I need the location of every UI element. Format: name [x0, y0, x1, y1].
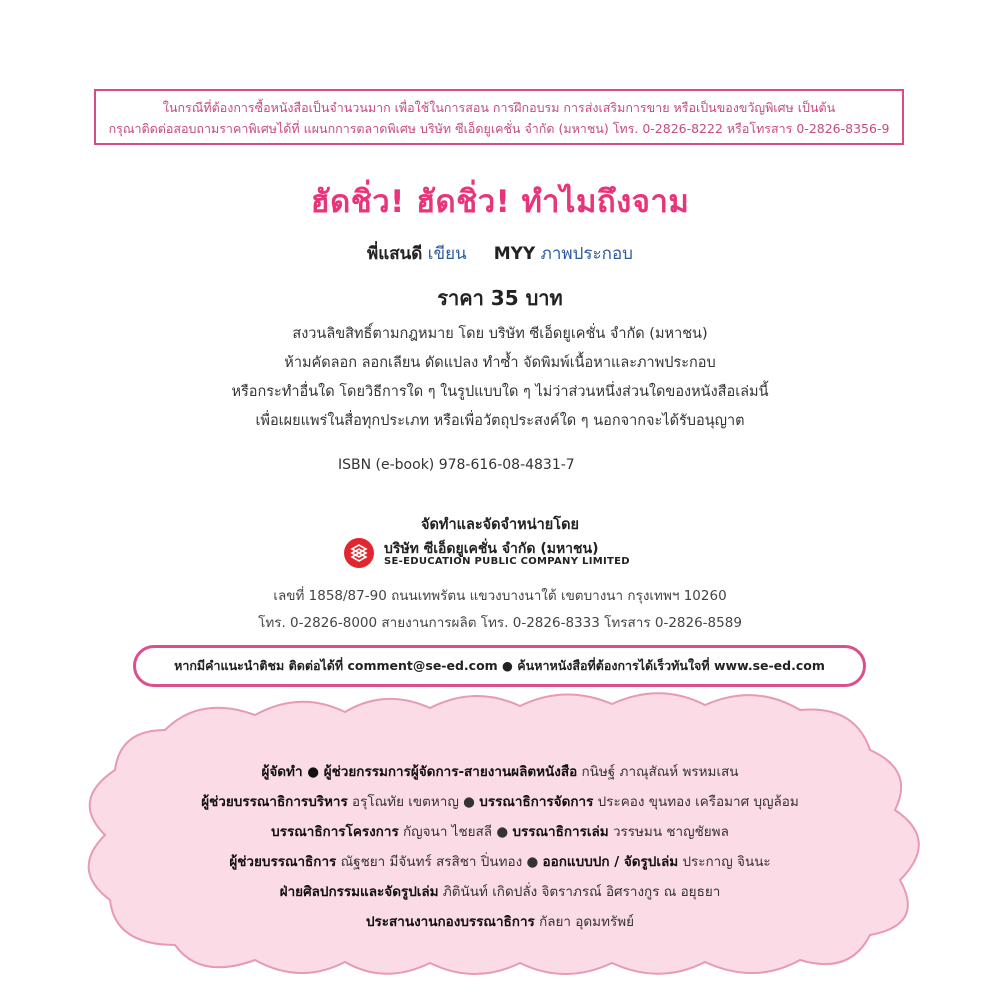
book-title: ฮัดชิ่ว! ฮัดชิ่ว! ทำไมถึงจาม: [310, 184, 690, 220]
staff-names: ประคอง ขุนทอง เครือมาศ บุญล้อม: [597, 794, 799, 810]
rights-line: สงวนลิขสิทธิ์ตามกฎหมาย โดย บริษัท ซีเอ็ดยูเคชั่น จำกัด (มหาชน): [292, 326, 708, 342]
staff-names: กนิษฐ์ ภาณุสัณห์ พรหมเสน: [581, 764, 739, 780]
staff-role: ออกแบบปก / จัดรูปเล่ม: [542, 854, 679, 870]
staff-names: ณัฐชยา มีจันทร์ สรสิชา ปิ่นทอง ●: [340, 854, 539, 870]
staff-role: ฝ่ายศิลปกรรมและจัดรูปเล่ม: [279, 884, 439, 900]
notice-line-1: ในกรณีที่ต้องการซื้อหนังสือเป็นจำนวนมาก เพื่อใช้ในการสอน การฝึกอบรม การส่งเสริมการขาย หรือเป็นของขวัญพิเศษ เป็นต้น: [162, 100, 836, 115]
isbn: ISBN (e-book) 978-616-08-4831-7: [338, 457, 575, 473]
illustrator-name: MYY: [493, 244, 536, 264]
staff-role: ผู้จัดทำ ● ผู้ช่วยกรรมการผู้จัดการ-สายงานผลิตหนังสือ: [261, 764, 578, 780]
publisher-phones: โทร. 0-2826-8000 สายงานการผลิต โทร. 0-2826-8333 โทรสาร 0-2826-8589: [258, 615, 742, 631]
staff-row: [0, 880, 1000, 902]
book-price: ราคา 35 บาท: [437, 286, 563, 310]
staff-role: บรรณาธิการเล่ม: [512, 824, 609, 840]
staff-row: [0, 760, 1000, 782]
publisher-name-th: บริษัท ซีเอ็ดยูเคชั่น จำกัด (มหาชน): [384, 541, 599, 557]
publisher-name-en: SE-EDUCATION PUBLIC COMPANY LIMITED: [384, 556, 630, 567]
publisher-address: เลขที่ 1858/87-90 ถนนเทพรัตน แขวงบางนาใต้ เขตบางนา กรุงเทพฯ 10260: [273, 588, 727, 604]
staff-role: ประสานงานกองบรรณาธิการ: [365, 914, 535, 930]
staff-names: กัญจนา ไชยสลี ●: [403, 824, 509, 840]
staff-names: ภิตินันท์ เกิดปลั่ง จิตราภรณ์ อิศรางกูร ณ อยุธยา: [442, 884, 721, 900]
contact-banner: หากมีคำแนะนำติชม ติดต่อได้ที่ comment@se-ed.com ● ค้นหาหนังสือที่ต้องการได้เร็วทันใจที่ www.se-ed.com: [133, 645, 866, 687]
rights-line: เพื่อเผยแพร่ในสื่อทุกประเภท หรือเพื่อวัตถุประสงค์ใด ๆ นอกจากจะได้รับอนุญาต: [255, 413, 745, 429]
staff-role: ผู้ช่วยบรรณาธิการบริหาร: [201, 794, 348, 810]
illustrator-role: ภาพประกอบ: [540, 244, 633, 264]
staff-names: ประกาญ จินนะ: [682, 854, 771, 870]
distributed-by-label: จัดทำและจัดจำหน่ายโดย: [421, 517, 579, 533]
author-name: พี่แสนดี: [367, 244, 423, 264]
rights-line: ห้ามคัดลอก ลอกเลียน ดัดแปลง ทำซ้ำ จัดพิมพ์เนื้อหาและภาพประกอบ: [284, 355, 716, 371]
staff-row: [0, 910, 1000, 932]
staff-names: กัลยา อุดมทรัพย์: [539, 914, 635, 930]
staff-row: [0, 790, 1000, 812]
notice-line-2: กรุณาติดต่อสอบถามราคาพิเศษได้ที่ แผนกการตลาดพิเศษ บริษัท ซีเอ็ดยูเคชั่น จำกัด (มหาชน) โทร. 0-2826-8222 หรือโทรสาร 0-2826-8356-9: [108, 121, 890, 136]
staff-names: อรุโณทัย เขตหาญ ●: [352, 794, 475, 810]
staff-row: [0, 850, 1000, 872]
staff-role: ผู้ช่วยบรรณาธิการ: [229, 854, 337, 870]
rights-line: หรือกระทำอื่นใด โดยวิธีการใด ๆ ในรูปแบบใด ๆ ไม่ว่าส่วนหนึ่งส่วนใดของหนังสือเล่มนี้: [231, 384, 769, 400]
staff-row: [0, 820, 1000, 842]
author-role: เขียน: [427, 244, 467, 264]
staff-role: บรรณาธิการจัดการ: [479, 794, 594, 810]
staff-names: วรรษมน ชาญชัยพล: [612, 824, 729, 840]
staff-role: บรรณาธิการโครงการ: [271, 824, 399, 840]
